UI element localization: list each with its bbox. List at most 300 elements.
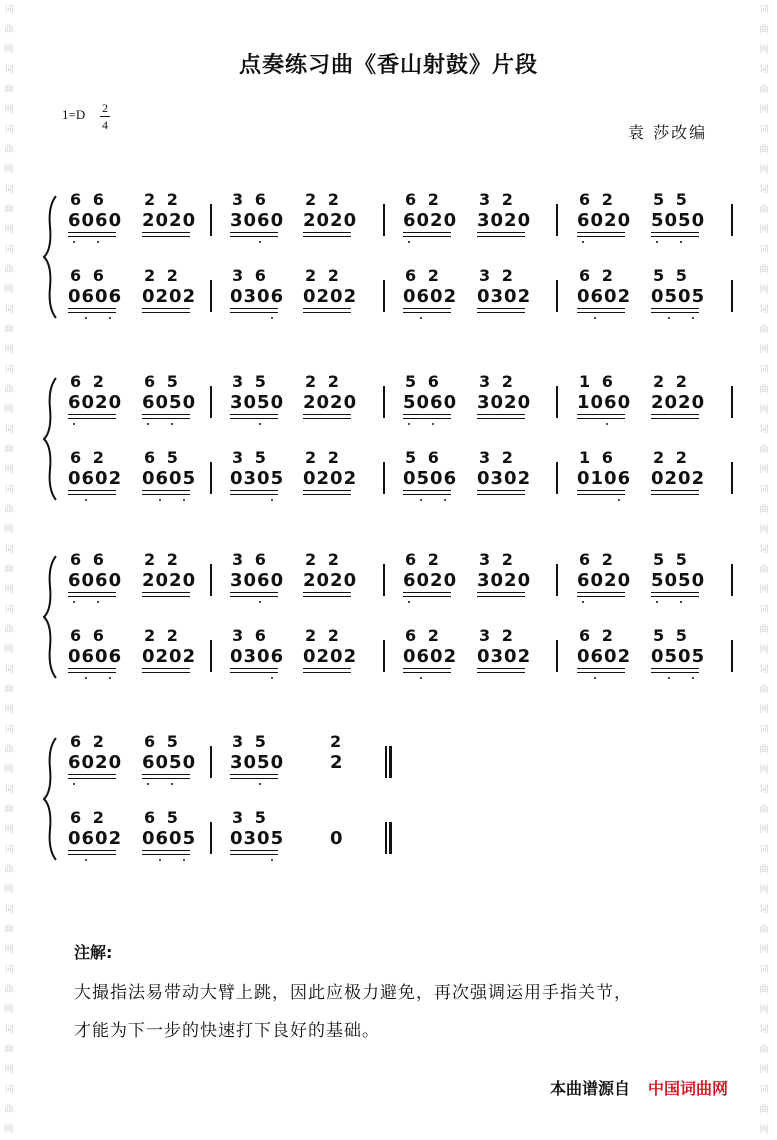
fingering-hint: 6 2 bbox=[405, 190, 442, 209]
underline bbox=[142, 232, 190, 233]
underline bbox=[230, 850, 278, 851]
watermark-char: 词 bbox=[4, 185, 14, 195]
note-group: 0202 bbox=[142, 286, 197, 307]
fingering-hint: 3 5 bbox=[232, 372, 269, 391]
note-group: 0602 bbox=[403, 646, 458, 667]
watermark-char: 曲 bbox=[4, 925, 14, 935]
underline bbox=[142, 596, 190, 597]
bar-line bbox=[556, 280, 558, 312]
watermark-char: 网 bbox=[759, 585, 769, 595]
octave-dot bbox=[618, 499, 620, 501]
watermark-char: 曲 bbox=[759, 205, 769, 215]
underline bbox=[651, 596, 699, 597]
underline bbox=[142, 494, 190, 495]
fingering-hint: 6 6 bbox=[70, 626, 107, 645]
fingering-hint: 3 6 bbox=[232, 626, 269, 645]
fingering-hint: 2 2 bbox=[144, 550, 181, 569]
watermark-char: 曲 bbox=[759, 805, 769, 815]
underline bbox=[230, 414, 278, 415]
underline bbox=[577, 494, 625, 495]
watermark-char: 网 bbox=[4, 1125, 14, 1135]
underline bbox=[403, 312, 451, 313]
watermark-char: 曲 bbox=[759, 145, 769, 155]
watermark-char: 网 bbox=[759, 345, 769, 355]
underline bbox=[651, 490, 699, 491]
octave-dot bbox=[420, 499, 422, 501]
octave-dot bbox=[147, 423, 149, 425]
watermark-char: 曲 bbox=[4, 145, 14, 155]
fingering-hint: 1 6 bbox=[579, 448, 616, 467]
fingering-hint: 6 5 bbox=[144, 808, 181, 827]
watermark-char: 词 bbox=[759, 425, 769, 435]
watermark-char: 曲 bbox=[759, 1045, 769, 1055]
bar-line bbox=[383, 386, 385, 418]
octave-dot bbox=[147, 783, 149, 785]
note-group: 6050 bbox=[142, 392, 197, 413]
note-group: 6050 bbox=[142, 752, 197, 773]
underline bbox=[477, 672, 525, 673]
underline bbox=[303, 414, 351, 415]
underline bbox=[477, 418, 525, 419]
octave-dot bbox=[259, 423, 261, 425]
octave-dot bbox=[109, 317, 111, 319]
note-group: 6020 bbox=[68, 392, 123, 413]
watermark-char: 词 bbox=[759, 905, 769, 915]
underline bbox=[303, 494, 351, 495]
source-credit bbox=[550, 1076, 728, 1099]
underline bbox=[403, 414, 451, 415]
note-group: 6020 bbox=[577, 570, 632, 591]
watermark-char: 网 bbox=[4, 345, 14, 355]
octave-dot bbox=[183, 859, 185, 861]
octave-dot bbox=[271, 677, 273, 679]
note-group: 3050 bbox=[230, 392, 285, 413]
fingering-hint: 5 5 bbox=[653, 626, 690, 645]
watermark-char: 曲 bbox=[4, 385, 14, 395]
bar-line bbox=[210, 640, 212, 672]
note-group: 3050 bbox=[230, 752, 285, 773]
watermark-char: 网 bbox=[4, 465, 14, 475]
watermark-char: 词 bbox=[4, 425, 14, 435]
fingering-hint: 3 2 bbox=[479, 550, 516, 569]
fingering-hint: 3 2 bbox=[479, 190, 516, 209]
fingering-hint: 3 2 bbox=[479, 372, 516, 391]
fingering-hint: 2 2 bbox=[144, 266, 181, 285]
watermark-char: 网 bbox=[4, 1065, 14, 1075]
fingering-hint: 6 6 bbox=[70, 266, 107, 285]
watermark-char: 词 bbox=[4, 545, 14, 555]
watermark-char: 词 bbox=[759, 785, 769, 795]
underline bbox=[303, 312, 351, 313]
watermark-char: 曲 bbox=[4, 25, 14, 35]
bar-line bbox=[210, 386, 212, 418]
fingering-hint: 6 2 bbox=[579, 266, 616, 285]
bar-line bbox=[383, 204, 385, 236]
fingering-hint: 5 5 bbox=[653, 550, 690, 569]
note-group: 2020 bbox=[651, 392, 706, 413]
fingering-hint: 5 6 bbox=[405, 448, 442, 467]
octave-dot bbox=[97, 601, 99, 603]
watermark-char: 词 bbox=[759, 845, 769, 855]
fingering-hint: 3 2 bbox=[479, 266, 516, 285]
watermark-char: 词 bbox=[759, 1025, 769, 1035]
watermark-char: 词 bbox=[759, 665, 769, 675]
watermark-char: 曲 bbox=[759, 445, 769, 455]
note-group: 2 bbox=[330, 752, 344, 773]
fingering-hint: 3 5 bbox=[232, 448, 269, 467]
underline bbox=[577, 236, 625, 237]
watermark-char: 曲 bbox=[759, 1105, 769, 1115]
watermark-char: 曲 bbox=[759, 505, 769, 515]
bar-line bbox=[385, 822, 387, 854]
octave-dot bbox=[85, 859, 87, 861]
note-group: 0306 bbox=[230, 286, 285, 307]
watermark-char: 词 bbox=[4, 665, 14, 675]
note-group: 0302 bbox=[477, 646, 532, 667]
note-group: 6020 bbox=[403, 210, 458, 231]
watermark-char: 词 bbox=[4, 965, 14, 975]
note-group: 1060 bbox=[577, 392, 632, 413]
underline bbox=[403, 490, 451, 491]
watermark-char: 曲 bbox=[4, 325, 14, 335]
underline bbox=[477, 312, 525, 313]
underline bbox=[68, 672, 116, 673]
watermark-char: 词 bbox=[4, 725, 14, 735]
fingering-hint: 3 6 bbox=[232, 266, 269, 285]
watermark-char: 网 bbox=[759, 945, 769, 955]
fingering-hint: 3 5 bbox=[232, 732, 269, 751]
octave-dot bbox=[271, 499, 273, 501]
fingering-hint: 5 6 bbox=[405, 372, 442, 391]
underline bbox=[577, 668, 625, 669]
underline bbox=[68, 418, 116, 419]
octave-dot bbox=[668, 317, 670, 319]
fingering-hint: 2 2 bbox=[144, 626, 181, 645]
underline bbox=[142, 308, 190, 309]
underline bbox=[230, 668, 278, 669]
underline bbox=[403, 596, 451, 597]
underline bbox=[142, 854, 190, 855]
bar-line bbox=[210, 564, 212, 596]
watermark-char: 词 bbox=[759, 125, 769, 135]
bar-line bbox=[556, 640, 558, 672]
underline bbox=[230, 308, 278, 309]
underline bbox=[577, 490, 625, 491]
underline bbox=[230, 672, 278, 673]
watermark-char: 网 bbox=[4, 885, 14, 895]
watermark-char: 曲 bbox=[4, 1045, 14, 1055]
note-group: 2020 bbox=[142, 570, 197, 591]
watermark-char: 曲 bbox=[4, 445, 14, 455]
note-group: 0302 bbox=[477, 286, 532, 307]
octave-dot bbox=[668, 677, 670, 679]
underline bbox=[651, 592, 699, 593]
note-group: 0106 bbox=[577, 468, 632, 489]
octave-dot bbox=[680, 601, 682, 603]
watermark-char: 曲 bbox=[4, 85, 14, 95]
underline bbox=[577, 592, 625, 593]
underline bbox=[68, 232, 116, 233]
underline bbox=[303, 236, 351, 237]
underline bbox=[403, 592, 451, 593]
octave-dot bbox=[582, 241, 584, 243]
note-group: 0606 bbox=[68, 646, 123, 667]
key-signature: 1=D bbox=[62, 107, 86, 122]
underline bbox=[142, 668, 190, 669]
watermark-left bbox=[2, 0, 16, 1140]
bar-line bbox=[556, 386, 558, 418]
bar-line bbox=[383, 462, 385, 494]
underline bbox=[230, 778, 278, 779]
octave-dot bbox=[259, 601, 261, 603]
watermark-char: 网 bbox=[4, 165, 14, 175]
time-signature bbox=[100, 100, 110, 133]
watermark-char: 词 bbox=[759, 185, 769, 195]
octave-dot bbox=[594, 677, 596, 679]
bar-line bbox=[731, 640, 733, 672]
note-group: 0305 bbox=[230, 468, 285, 489]
fingering-hint: 6 2 bbox=[579, 550, 616, 569]
note-group: 0202 bbox=[303, 646, 358, 667]
watermark-char: 网 bbox=[4, 405, 14, 415]
underline bbox=[68, 854, 116, 855]
underline bbox=[651, 668, 699, 669]
time-signature-numerator: 2 bbox=[102, 101, 108, 115]
note-group: 0302 bbox=[477, 468, 532, 489]
watermark-char: 词 bbox=[759, 605, 769, 615]
source-site: 中国词曲网 bbox=[648, 1079, 729, 1098]
watermark-char: 曲 bbox=[4, 805, 14, 815]
watermark-char: 曲 bbox=[4, 565, 14, 575]
octave-dot bbox=[97, 241, 99, 243]
note-group: 3020 bbox=[477, 210, 532, 231]
watermark-char: 词 bbox=[4, 305, 14, 315]
watermark-char: 词 bbox=[759, 545, 769, 555]
octave-dot bbox=[582, 601, 584, 603]
fingering-hint: 2 2 bbox=[305, 550, 342, 569]
watermark-char: 词 bbox=[4, 485, 14, 495]
watermark-char: 网 bbox=[759, 525, 769, 535]
note-group: 6020 bbox=[403, 570, 458, 591]
fingering-hint: 3 2 bbox=[479, 448, 516, 467]
watermark-char: 网 bbox=[759, 45, 769, 55]
underline bbox=[68, 596, 116, 597]
bar-line bbox=[210, 462, 212, 494]
underline bbox=[477, 668, 525, 669]
bar-line bbox=[556, 564, 558, 596]
bar-line bbox=[210, 746, 212, 778]
watermark-char: 词 bbox=[4, 5, 14, 15]
watermark-char: 曲 bbox=[4, 265, 14, 275]
underline bbox=[68, 414, 116, 415]
watermark-char: 网 bbox=[759, 165, 769, 175]
underline bbox=[68, 778, 116, 779]
watermark-char: 曲 bbox=[4, 205, 14, 215]
note-group: 6060 bbox=[68, 210, 123, 231]
watermark-char: 网 bbox=[4, 285, 14, 295]
underline bbox=[142, 236, 190, 237]
final-bar-line bbox=[389, 746, 392, 778]
octave-dot bbox=[420, 677, 422, 679]
bar-line bbox=[556, 204, 558, 236]
bar-line bbox=[556, 462, 558, 494]
watermark-char: 网 bbox=[4, 645, 14, 655]
octave-dot bbox=[444, 499, 446, 501]
underline bbox=[303, 592, 351, 593]
watermark-char: 曲 bbox=[759, 265, 769, 275]
watermark-char: 网 bbox=[759, 105, 769, 115]
octave-dot bbox=[606, 423, 608, 425]
note-group: 3020 bbox=[477, 392, 532, 413]
underline bbox=[142, 850, 190, 851]
octave-dot bbox=[408, 423, 410, 425]
watermark-char: 网 bbox=[4, 585, 14, 595]
underline bbox=[230, 490, 278, 491]
underline bbox=[477, 490, 525, 491]
underline bbox=[303, 596, 351, 597]
watermark-char: 网 bbox=[759, 405, 769, 415]
note-group: 2020 bbox=[303, 392, 358, 413]
underline bbox=[303, 668, 351, 669]
underline bbox=[68, 850, 116, 851]
underline bbox=[230, 596, 278, 597]
fingering-hint: 2 2 bbox=[305, 190, 342, 209]
notes-heading: 注解: bbox=[74, 943, 113, 962]
page-title: 点奏练习曲《香山射鼓》片段 bbox=[238, 53, 538, 78]
underline bbox=[577, 308, 625, 309]
note-group: 3060 bbox=[230, 570, 285, 591]
watermark-char: 词 bbox=[759, 725, 769, 735]
note-group: 0606 bbox=[68, 286, 123, 307]
note-group: 6020 bbox=[577, 210, 632, 231]
watermark-char: 网 bbox=[4, 945, 14, 955]
fingering-hint: 2 bbox=[330, 732, 345, 751]
note-group: 5050 bbox=[651, 210, 706, 231]
octave-dot bbox=[692, 317, 694, 319]
underline bbox=[403, 308, 451, 309]
underline bbox=[477, 494, 525, 495]
watermark-char: 曲 bbox=[759, 385, 769, 395]
fingering-hint: 2 2 bbox=[305, 448, 342, 467]
watermark-char: 词 bbox=[759, 965, 769, 975]
note-group: 0605 bbox=[142, 828, 197, 849]
octave-dot bbox=[85, 677, 87, 679]
watermark-char: 曲 bbox=[759, 685, 769, 695]
fingering-hint: 2 2 bbox=[305, 372, 342, 391]
note-group: 0 bbox=[330, 828, 344, 849]
fingering-hint: 6 2 bbox=[70, 372, 107, 391]
octave-dot bbox=[159, 499, 161, 501]
fingering-hint: 2 2 bbox=[305, 266, 342, 285]
watermark-char: 词 bbox=[4, 245, 14, 255]
octave-dot bbox=[271, 317, 273, 319]
brace bbox=[44, 556, 56, 678]
watermark-char: 曲 bbox=[759, 85, 769, 95]
octave-dot bbox=[73, 241, 75, 243]
underline bbox=[68, 592, 116, 593]
octave-dot bbox=[73, 601, 75, 603]
watermark-char: 词 bbox=[4, 125, 14, 135]
underline bbox=[303, 308, 351, 309]
note-group: 0305 bbox=[230, 828, 285, 849]
underline bbox=[68, 490, 116, 491]
watermark-char: 曲 bbox=[759, 625, 769, 635]
watermark-char: 词 bbox=[4, 785, 14, 795]
watermark-char: 词 bbox=[4, 1025, 14, 1035]
note-group: 3020 bbox=[477, 570, 532, 591]
fingering-hint: 6 2 bbox=[405, 626, 442, 645]
underline bbox=[142, 418, 190, 419]
bar-line bbox=[731, 386, 733, 418]
watermark-char: 词 bbox=[4, 365, 14, 375]
watermark-char: 曲 bbox=[4, 985, 14, 995]
watermark-char: 词 bbox=[4, 65, 14, 75]
watermark-char: 曲 bbox=[759, 25, 769, 35]
octave-dot bbox=[259, 241, 261, 243]
watermark-char: 网 bbox=[4, 1005, 14, 1015]
note-group: 0202 bbox=[303, 468, 358, 489]
underline bbox=[651, 232, 699, 233]
watermark-char: 网 bbox=[759, 1065, 769, 1075]
brace bbox=[44, 196, 56, 318]
note-group: 5060 bbox=[403, 392, 458, 413]
octave-dot bbox=[594, 317, 596, 319]
fingering-hint: 6 2 bbox=[70, 448, 107, 467]
fingering-hint: 6 2 bbox=[405, 550, 442, 569]
bar-line bbox=[385, 746, 387, 778]
bar-line bbox=[731, 280, 733, 312]
watermark-char: 词 bbox=[759, 245, 769, 255]
underline bbox=[303, 418, 351, 419]
watermark-char: 词 bbox=[4, 605, 14, 615]
watermark-char: 网 bbox=[759, 285, 769, 295]
watermark-char: 网 bbox=[759, 225, 769, 235]
watermark-char: 曲 bbox=[4, 745, 14, 755]
octave-dot bbox=[656, 241, 658, 243]
octave-dot bbox=[73, 423, 75, 425]
fingering-hint: 6 2 bbox=[579, 626, 616, 645]
underline bbox=[142, 774, 190, 775]
underline bbox=[68, 494, 116, 495]
octave-dot bbox=[85, 317, 87, 319]
underline bbox=[577, 672, 625, 673]
watermark-char: 曲 bbox=[759, 865, 769, 875]
brace bbox=[44, 738, 56, 860]
fingering-hint: 6 6 bbox=[70, 550, 107, 569]
fingering-hint: 6 5 bbox=[144, 372, 181, 391]
underline bbox=[477, 232, 525, 233]
octave-dot bbox=[73, 783, 75, 785]
note-group: 0506 bbox=[403, 468, 458, 489]
octave-dot bbox=[692, 677, 694, 679]
underline bbox=[477, 414, 525, 415]
octave-dot bbox=[109, 677, 111, 679]
underline bbox=[230, 494, 278, 495]
notes-line: 大撮指法易带动大臂上跳，因此应极力避免，再次强调运用手指关节， bbox=[74, 983, 632, 1003]
bar-line bbox=[731, 564, 733, 596]
fingering-hint: 6 2 bbox=[579, 190, 616, 209]
note-group: 0306 bbox=[230, 646, 285, 667]
watermark-char: 网 bbox=[759, 465, 769, 475]
fingering-hint: 5 5 bbox=[653, 266, 690, 285]
underline bbox=[142, 414, 190, 415]
watermark-char: 词 bbox=[4, 1085, 14, 1095]
underline bbox=[651, 236, 699, 237]
watermark-char: 曲 bbox=[4, 1105, 14, 1115]
underline bbox=[577, 414, 625, 415]
watermark-char: 词 bbox=[759, 365, 769, 375]
watermark-char: 曲 bbox=[759, 985, 769, 995]
